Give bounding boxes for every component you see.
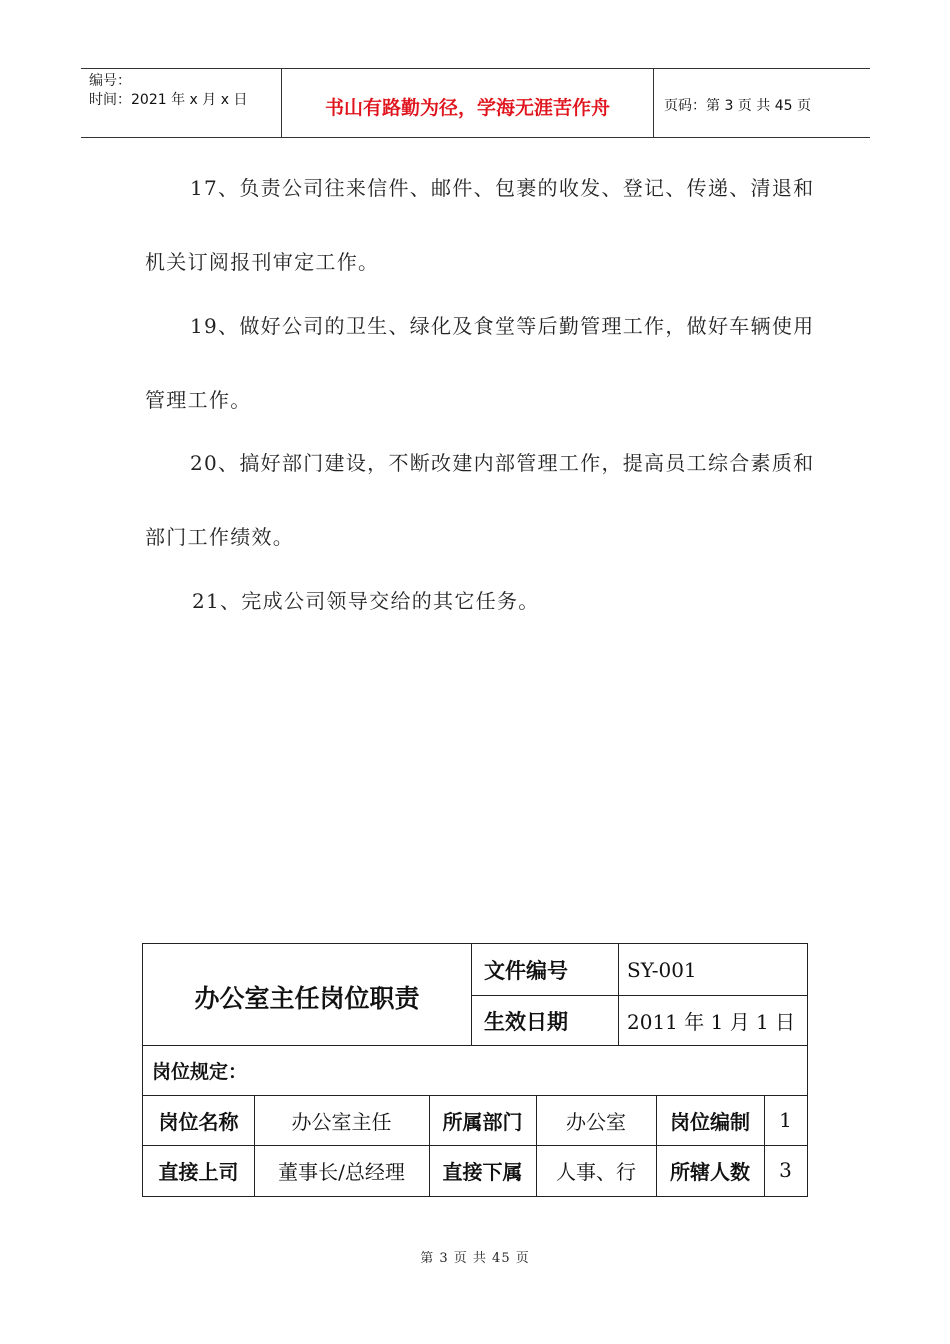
table-title: 办公室主任岗位职责 [194, 983, 420, 1013]
headcount-label: 岗位编制 [670, 1109, 750, 1134]
paragraph-20-line1: 20、搞好部门建设，不断改建内部管理工作，提高员工综合素质和 [190, 451, 815, 475]
paragraph-19-line1: 19、做好公司的卫生、绿化及食堂等后勤管理工作，做好车辆使用 [190, 314, 815, 338]
managed-count-label: 所辖人数 [670, 1159, 750, 1184]
managed-count-value: 3 [779, 1158, 792, 1182]
paragraph-21: 21、完成公司领导交给的其它任务。 [192, 589, 540, 613]
job-description-table [142, 943, 808, 1197]
paragraph-20-line2: 部门工作绩效。 [145, 525, 295, 549]
subordinates-value: 人事、行 [556, 1159, 636, 1184]
headcount-value: 1 [779, 1108, 792, 1132]
header-date: 时间：2021 年 x 月 x 日 [89, 92, 248, 108]
doc-number-label: 文件编号 [484, 958, 568, 983]
header-meta [81, 69, 282, 137]
page-footer: 第 3 页 共 45 页 [420, 1251, 530, 1266]
position-name-value: 办公室主任 [291, 1109, 392, 1134]
header-motto: 书山有路勤为径，学海无涯苦作舟 [282, 69, 654, 137]
position-name-label: 岗位名称 [158, 1109, 239, 1134]
header-page-info: 页码：第 3 页 共 45 页 [664, 98, 811, 114]
effective-date-value: 2011 年 1 月 1 日 [627, 1010, 796, 1034]
paragraph-17-line2: 机关订阅报刊审定工作。 [145, 250, 380, 274]
doc-number-value: SY-001 [627, 957, 697, 982]
department-label: 所属部门 [442, 1109, 523, 1134]
supervisor-value: 董事长/总经理 [278, 1159, 405, 1184]
paragraph-19-line2: 管理工作。 [145, 388, 252, 412]
supervisor-label: 直接上司 [158, 1159, 239, 1184]
effective-date-label: 生效日期 [484, 1009, 568, 1034]
subordinates-label: 直接下属 [442, 1159, 523, 1184]
document-header [81, 68, 870, 138]
department-value: 办公室 [566, 1109, 626, 1134]
header-number-label: 编号： [89, 73, 131, 89]
paragraph-17-line1: 17、负责公司往来信件、邮件、包裹的收发、登记、传递、清退和 [190, 176, 815, 200]
section-label: 岗位规定： [152, 1060, 248, 1083]
